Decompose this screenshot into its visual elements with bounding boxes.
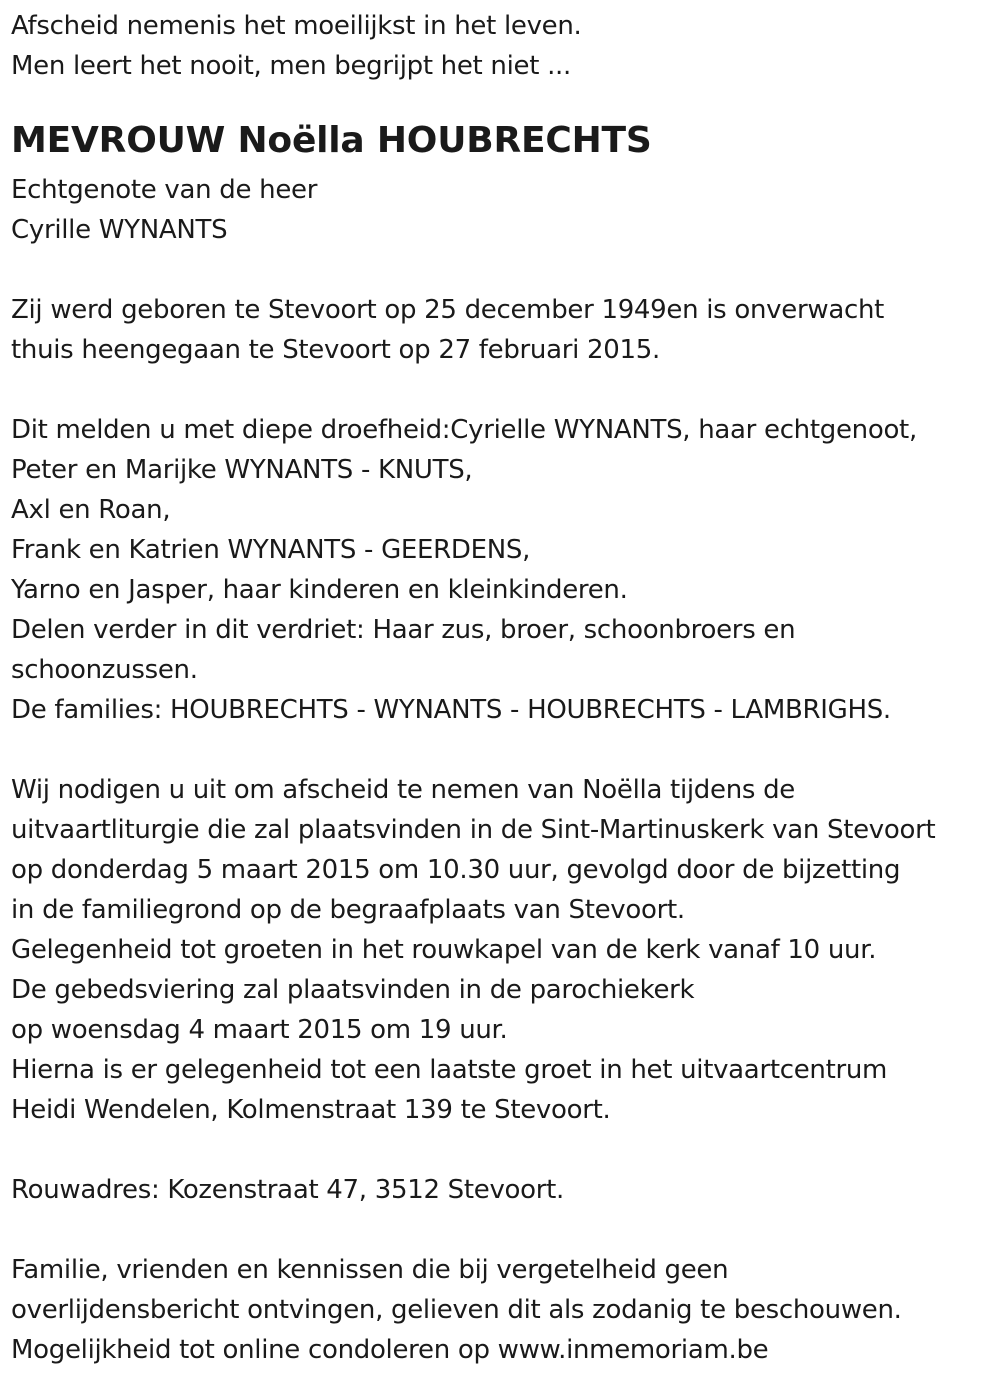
birth-death-line: Zij werd geboren te Stevoort op 25 december 1949en is onverwacht <box>11 295 885 325</box>
spouse-section <box>11 170 991 250</box>
ceremony-line: Wij nodigen u uit om afscheid te nemen van Noëlla tijdens de <box>11 775 795 805</box>
closing-line: overlijdensbericht ontvingen, gelieven dit als zodanig te beschouwen. <box>11 1295 902 1325</box>
mourning-address: Rouwadres: Kozenstraat 47, 3512 Stevoort. <box>11 1175 564 1205</box>
spacer <box>11 730 991 770</box>
birth-death-line: thuis heengegaan te Stevoort op 27 februari 2015. <box>11 335 660 365</box>
obituary-document <box>11 6 991 1370</box>
ceremony-line: Gelegenheid tot groeten in het rouwkapel van de kerk vanaf 10 uur. <box>11 935 877 965</box>
family-line: Peter en Marijke WYNANTS - KNUTS, <box>11 455 473 485</box>
intro-line: Afscheid nemenis het moeilijkst in het leven. <box>11 11 582 41</box>
closing-line: Familie, vrienden en kennissen die bij vergetelheid geen <box>11 1255 729 1285</box>
ceremony-line: op woensdag 4 maart 2015 om 19 uur. <box>11 1015 508 1045</box>
family-line: De families: HOUBRECHTS - WYNANTS - HOUBRECHTS - LAMBRIGHS. <box>11 695 891 725</box>
spouse-line: Cyrille WYNANTS <box>11 215 228 245</box>
ceremony-line: uitvaartliturgie die zal plaatsvinden in de Sint-Martinuskerk van Stevoort <box>11 815 936 845</box>
spouse-line: Echtgenote van de heer <box>11 175 318 205</box>
birth-death-section <box>11 290 991 370</box>
family-line: Axl en Roan, <box>11 495 171 525</box>
intro-line: Men leert het nooit, men begrijpt het niet ... <box>11 51 571 81</box>
spacer <box>11 1210 991 1250</box>
ceremony-line: Hierna is er gelegenheid tot een laatste groet in het uitvaartcentrum <box>11 1055 888 1085</box>
spacer <box>11 370 991 410</box>
deceased-name-title: MEVROUW Noëlla HOUBRECHTS <box>11 120 652 161</box>
address-section <box>11 1170 991 1210</box>
ceremony-section <box>11 770 991 1130</box>
ceremony-line: Heidi Wendelen, Kolmenstraat 139 te Stevoort. <box>11 1095 611 1125</box>
family-line: schoonzussen. <box>11 655 198 685</box>
family-section <box>11 410 991 730</box>
closing-section <box>11 1250 991 1370</box>
family-line: Yarno en Jasper, haar kinderen en kleinkinderen. <box>11 575 628 605</box>
spacer <box>11 250 991 290</box>
family-line: Frank en Katrien WYNANTS - GEERDENS, <box>11 535 531 565</box>
spacer <box>11 1130 991 1170</box>
family-line: Delen verder in dit verdriet: Haar zus, broer, schoonbroers en <box>11 615 796 645</box>
ceremony-line: in de familiegrond op de begraafplaats van Stevoort. <box>11 895 685 925</box>
ceremony-line: op donderdag 5 maart 2015 om 10.30 uur, gevolgd door de bijzetting <box>11 855 901 885</box>
intro-verse <box>11 6 991 86</box>
family-line: Dit melden u met diepe droefheid:Cyrielle WYNANTS, haar echtgenoot, <box>11 415 917 445</box>
ceremony-line: De gebedsviering zal plaatsvinden in de parochiekerk <box>11 975 695 1005</box>
condolence-line: Mogelijkheid tot online condoleren op www.inmemoriam.be <box>11 1335 769 1365</box>
